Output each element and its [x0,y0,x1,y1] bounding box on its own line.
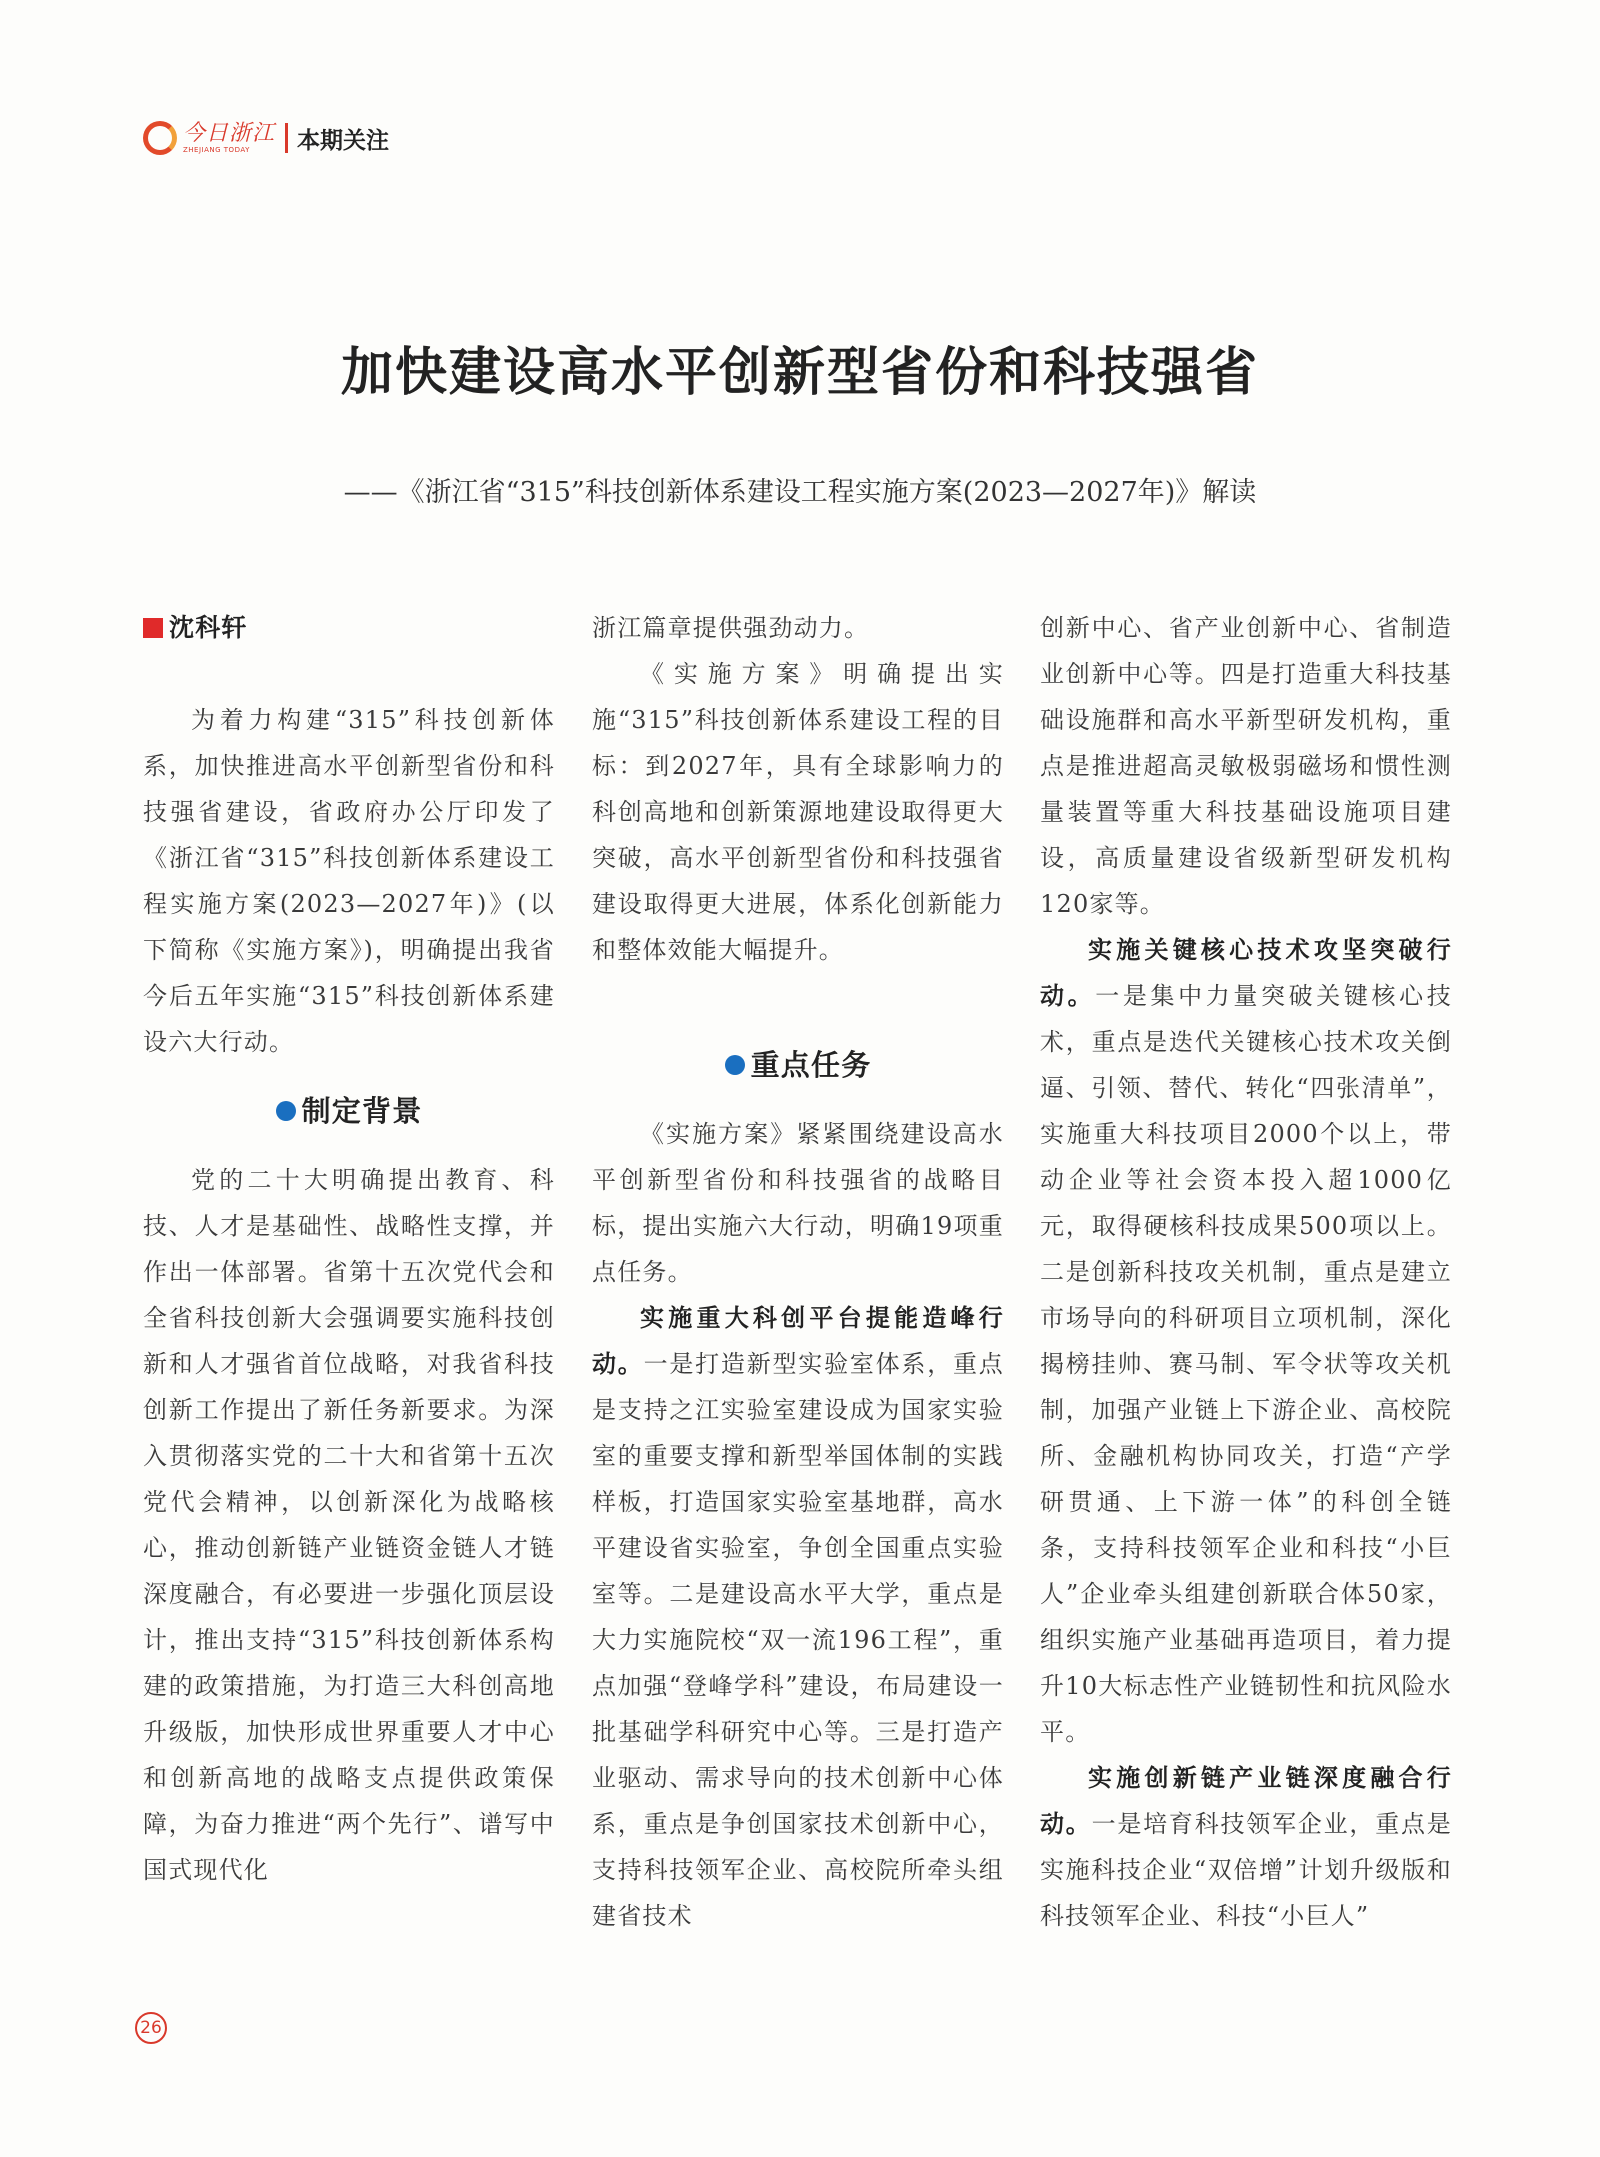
red-square-icon [143,618,163,638]
intro-paragraph: 为着力构建“315”科技创新体系，加快推进高水平创新型省份和科技强省建设，省政府办公厅印发了《浙江省“315”科技创新体系建设工程实施方案(2023—2027年)》(以下简称《实施方案》)，明确提出我省今后五年实施“315”科技创新体系建设六大行动。 [143,706,555,1056]
action-1-title: 实施重大科创平台提能造峰行动。 [592,1303,1004,1378]
author-byline [143,605,555,651]
page-number: 26 [135,2012,167,2044]
column-3 [1040,605,1452,1939]
logo-text-en: ZHEJIANG TODAY [183,145,250,154]
action-2-text: 一是集中力量突破关键核心技术，重点是迭代关键核心技术攻关倒逼、引领、替代、转化“四张清单”，实施重大科技项目2000个以上，带动企业等社会资本投入超1000亿元，取得硬核科技成果500项以上。二是创新科技攻关机制，重点是建立市场导向的科研项目立项机制，深化揭榜挂帅、赛马制、军令状等攻关机制，加强产业链上下游企业、高校院所、金融机构协同攻关，打造“产学研贯通、上下游一体”的科创全链条，支持科技领军企业和科技“小巨人”企业牵头组建创新联合体50家，组织实施产业基础再造项目，着力提升10大标志性产业链韧性和抗风险水平。 [1040,982,1452,1746]
logo-sun-icon [143,121,177,155]
article-title: 加快建设高水平创新型省份和科技强省 [340,342,1259,403]
logo-text-cn: 今日浙江 [183,120,276,146]
action-3-text: 一是培育科技领军企业，重点是实施科技企业“双倍增”计划升级版和科技领军企业、科技“小巨人” [1040,1810,1452,1930]
action-1-paragraph-continued: 创新中心、省产业创新中心、省制造业创新中心等。四是打造重大科技基础设施群和高水平新型研发机构，重点是推进超高灵敏极弱磁场和惯性测量装置等重大科技基础设施项目建设，高质量建设省级新型研发机构120家等。 [1040,614,1452,918]
section-name: 本期关注 [297,127,390,154]
background-paragraph: 党的二十大明确提出教育、科技、人才是基础性、战略性支撑，并作出一体部署。省第十五次党代会和全省科技创新大会强调要实施科技创新和人才强省首位战略，对我省科技创新工作提出了新任务新要求。为深入贯彻落实党的二十大和省第十五次党代会精神，以创新深化为战略核心，推动创新链产业链资金链人才链深度融合，有必要进一步强化顶层设计，推出支持“315”科技创新体系构建的政策措施，为打造三大科创高地升级版，加快形成世界重要人才中心和创新高地的战略支点提供政策保障，为奋力推进“两个先行”、谱写中国式现代化 [143,1166,555,1884]
article-subtitle: ——《浙江省“315”科技创新体系建设工程实施方案(2023—2027年)》解读 [343,477,1257,508]
action-3-paragraph [1040,1755,1452,1939]
action-2-title: 实施关键核心技术攻坚突破行动。 [1040,935,1452,1010]
magazine-header [143,118,389,158]
column-2 [592,605,1004,1939]
section-heading-text: 制定背景 [301,1094,423,1128]
action-1-paragraph [592,1295,1004,1939]
section-heading-tasks [592,1019,1004,1111]
magazine-logo [143,121,275,155]
section-heading-text: 重点任务 [750,1048,872,1082]
blue-dot-icon [725,1055,745,1075]
action-2-paragraph [1040,927,1452,1755]
action-3-title: 实施创新链产业链深度融合行动。 [1040,1763,1452,1838]
section-heading-background [143,1065,555,1157]
tasks-paragraph: 《实施方案》紧紧围绕建设高水平创新型省份和科技强省的战略目标，提出实施六大行动，明确19项重点任务。 [592,1120,1004,1286]
column-1 [143,605,555,1893]
background-paragraph-continued: 浙江篇章提供强劲动力。 [592,614,870,642]
blue-dot-icon [276,1101,296,1121]
header-divider [285,123,288,153]
goal-paragraph: 《实施方案》明确提出实施“315”科技创新体系建设工程的目标：到2027年，具有全球影响力的科创高地和创新策源地建设取得更大突破，高水平创新型省份和科技强省建设取得更大进展，体系化创新能力和整体效能大幅提升。 [592,660,1004,964]
author-name: 沈科轩 [169,613,248,642]
action-1-text: 一是打造新型实验室体系，重点是支持之江实验室建设成为国家实验室的重要支撑和新型举国体制的实践样板，打造国家实验室基地群，高水平建设省实验室，争创全国重点实验室等。二是建设高水平大学，重点是大力实施院校“双一流196工程”，重点加强“登峰学科”建设，布局建设一批基础学科研究中心等。三是打造产业驱动、需求导向的技术创新中心体系，重点是争创国家技术创新中心，支持科技领军企业、高校院所牵头组建省技术 [592,1350,1004,1930]
